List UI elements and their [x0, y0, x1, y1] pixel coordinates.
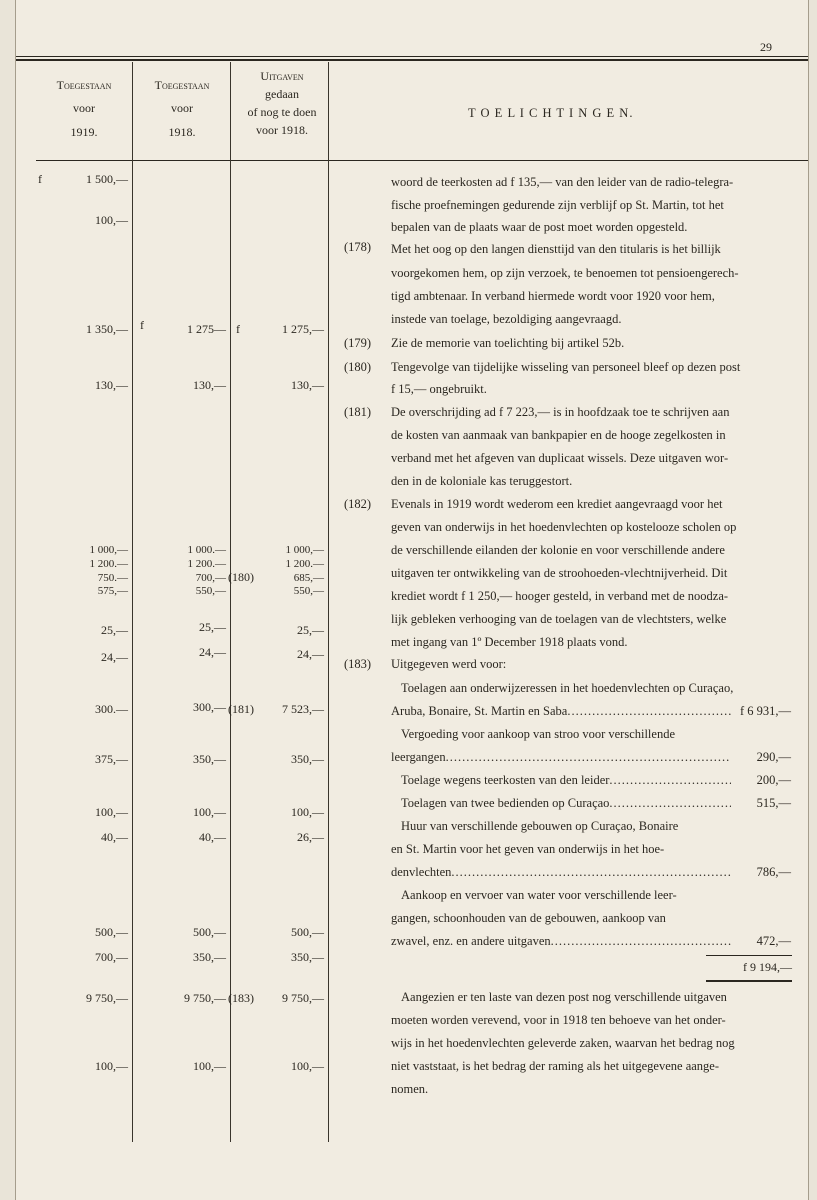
top-rule-thin: [16, 56, 808, 57]
text-line: Toelagen aan onderwijzeressen in het hoedenvlechten op Curaçao,: [401, 681, 734, 695]
col1-value: 1 000,—: [89, 544, 128, 556]
col1-value: 130,—: [95, 378, 128, 392]
text-line: Met het oog op den langen diensttijd van den titularis is het billijk: [391, 242, 721, 256]
col2-value: 700,—: [195, 572, 226, 584]
text-line: Tengevolge van tijdelijke wisseling van personeel bleef op dezen post: [391, 360, 741, 374]
col1-value: 575,—: [97, 585, 128, 597]
col2-value: 130,—: [193, 378, 226, 392]
note-ref: (182): [344, 497, 372, 511]
col1-value: 25,—: [101, 623, 128, 637]
col3-value: 1 000,—: [285, 544, 324, 556]
col3-value: 1 200.—: [285, 558, 324, 570]
col2-value: 550,—: [195, 585, 226, 597]
col1-value: 100,—: [95, 213, 128, 227]
ledger-row: denvlechten ..... 786,—: [391, 865, 791, 880]
text-line: gangen, schoonhouden van de gebouwen, aankoop van: [391, 911, 666, 925]
header-rule: [36, 160, 808, 161]
text-line: Huur van verschillende gebouwen op Curaçao, Bonaire: [401, 819, 679, 833]
text-line: instede van toelage, bezoldiging aangevraagd.: [391, 312, 622, 326]
text-line: voorgekomen hem, op zijn verzoek, te benoemen tot pensioengerech-: [391, 266, 739, 280]
col3-value: 500,—: [291, 925, 324, 939]
text-line: Evenals in 1919 wordt wederom een krediet aangevraagd voor het: [391, 497, 723, 511]
ledger-row: leergangen ..... 290,—: [391, 750, 791, 765]
total-rule: [706, 955, 792, 956]
col3-ref: (183): [228, 991, 254, 1005]
col1-value: 1 200.—: [89, 558, 128, 570]
note-ref: (181): [344, 405, 372, 419]
text-line: tigd ambtenaar. In verband hiermede wordt voor 1920 voor hem,: [391, 289, 715, 303]
col3-value: 350,—: [291, 752, 324, 766]
header-col-1918: Toegestaan voor 1918.: [154, 78, 210, 139]
ledger-row: zwavel, enz. en andere uitgaven ..... 472,—: [391, 934, 791, 949]
col2-value: 9 750,—: [184, 991, 226, 1005]
col3-value: 685,—: [293, 572, 324, 584]
col2-value: 24,—: [199, 645, 226, 659]
col2-value: 40,—: [199, 830, 226, 844]
note-ref: (183): [344, 657, 372, 671]
text-line: fische proefnemingen gedurende zijn verblijf op St. Martin, tot het: [391, 198, 724, 212]
col2-value: 1 000.—: [187, 544, 226, 556]
text-line: uitgaven ter ontwikkeling van de stroohoeden-vlechtnijverheid. Dit: [391, 566, 728, 580]
top-rule-thick: [16, 59, 808, 61]
col3-value: 100,—: [291, 805, 324, 819]
document-page: [15, 0, 809, 1200]
text-line: verband met het afgeven van duplicaat wissels. Deze uitgaven wor-: [391, 451, 729, 465]
total-double-rule: [706, 980, 792, 982]
col2-value: 350,—: [193, 752, 226, 766]
header-col-uitgaven: Uitgaven gedaan of nog te doen voor 1918.: [247, 69, 317, 137]
col1-value: 750.—: [97, 572, 128, 584]
col1-value: 9 750,—: [86, 991, 128, 1005]
text-line: wijs in het hoedenvlechten geleverde zaken, waarvan het bedrag nog: [391, 1036, 735, 1050]
text-line: woord de teerkosten ad f 135,— van den leider van de radio-telegra-: [391, 175, 734, 189]
text-line: Vergoeding voor aankoop van stroo voor verschillende: [401, 727, 676, 741]
note-ref: (178): [344, 240, 372, 254]
col3-value: 24,—: [297, 647, 324, 661]
col1-value: 700,—: [95, 950, 128, 964]
col2-value: 1 275—: [187, 322, 226, 336]
text-line: Aankoop en vervoer van water voor verschillende leer-: [401, 888, 677, 902]
col3-value: 130,—: [291, 378, 324, 392]
text-line: Zie de memorie van toelichting bij artikel 52b.: [391, 336, 625, 350]
text-line: geven van onderwijs in het hoedenvlechten op kostelooze scholen op: [391, 520, 737, 534]
col1-value: 100,—: [95, 805, 128, 819]
col1-value: 375,—: [95, 752, 128, 766]
col3-value: 26,—: [297, 830, 324, 844]
text-line: nomen.: [391, 1082, 429, 1096]
text-line: en St. Martin voor het geven van onderwijs in het hoe-: [391, 842, 665, 856]
ledger-total: f 9 194,—: [743, 960, 792, 974]
col2-currency: f: [140, 318, 144, 332]
col2-value: 500,—: [193, 925, 226, 939]
col3-ref: (181): [228, 702, 254, 716]
text-line: de verschillende eilanden der kolonie en voor verschillende andere: [391, 543, 725, 557]
col3-value: 100,—: [291, 1059, 324, 1073]
note-ref: (179): [344, 336, 372, 350]
text-line: De overschrijding ad f 7 223,— is in hoofdzaak toe te schrijven aan: [391, 405, 730, 419]
col3-value: 1 275,—: [282, 322, 324, 336]
ledger-row: Aruba, Bonaire, St. Martin en Saba ..... f 6 931,—: [391, 704, 791, 719]
col2-value: 100,—: [193, 805, 226, 819]
page-number: 29: [760, 40, 772, 54]
text-line: Uitgegeven werd voor:: [391, 657, 507, 671]
col2-value: 25,—: [199, 620, 226, 634]
col1-value: 40,—: [101, 830, 128, 844]
col3-ref: (180): [228, 570, 254, 584]
col1-currency: f: [38, 172, 42, 186]
col2-value: 100,—: [193, 1059, 226, 1073]
note-ref: (180): [344, 360, 372, 374]
text-line: de kosten van aanmaak van bankpapier en de hooge zegelkosten in: [391, 428, 726, 442]
text-line: Aangezien er ten laste van dezen post nog verschillende uitgaven: [401, 990, 727, 1004]
ledger-row: Toelage wegens teerkosten van den leider ..... 200,—: [401, 773, 791, 788]
text-line: niet vaststaat, is het bedrag der raming als het uitgegevene aange-: [391, 1059, 719, 1073]
header-col-1919: Toegestaan voor 1919.: [56, 78, 112, 139]
ledger-row: Toelagen van twee bedienden op Curaçao ..... 515,—: [401, 796, 791, 811]
col1-value: 300.—: [95, 702, 128, 716]
col1-value: 1 350,—: [86, 322, 128, 336]
col1-value: 500,—: [95, 925, 128, 939]
text-line: f 15,— ongebruikt.: [391, 382, 487, 396]
text-line: den in de koloniale kas teruggestort.: [391, 474, 573, 488]
col1-value: 24,—: [101, 650, 128, 664]
text-line: met ingang van 1º December 1918 plaats vond.: [391, 635, 628, 649]
column-divider-1: [132, 62, 133, 1142]
col3-value: 350,—: [291, 950, 324, 964]
column-divider-3: [328, 62, 329, 1142]
col3-value: 9 750,—: [282, 991, 324, 1005]
col1-value: 100,—: [95, 1059, 128, 1073]
col1-value: 1 500,—: [86, 172, 128, 186]
col3-currency: f: [236, 322, 240, 336]
col3-value: 550,—: [293, 585, 324, 597]
col3-value: 25,—: [297, 623, 324, 637]
text-line: lijk gebleken verhooging van de toelagen van de vlechtsters, welke: [391, 612, 727, 626]
col3-value: 7 523,—: [282, 702, 324, 716]
column-divider-2: [230, 62, 231, 1142]
text-line: moeten worden verevend, voor in 1918 ten behoeve van het onder-: [391, 1013, 726, 1027]
col2-value: 350,—: [193, 950, 226, 964]
text-line: bepalen van de plaats waar de post moet worden opgesteld.: [391, 220, 688, 234]
col2-value: 300,—: [193, 700, 226, 714]
col2-value: 1 200.—: [187, 558, 226, 570]
header-toelichtingen: T O E L I C H T I N G E N.: [468, 106, 634, 120]
text-line: krediet wordt f 1 250,— hooger gesteld, in verband met de noodza-: [391, 589, 729, 603]
